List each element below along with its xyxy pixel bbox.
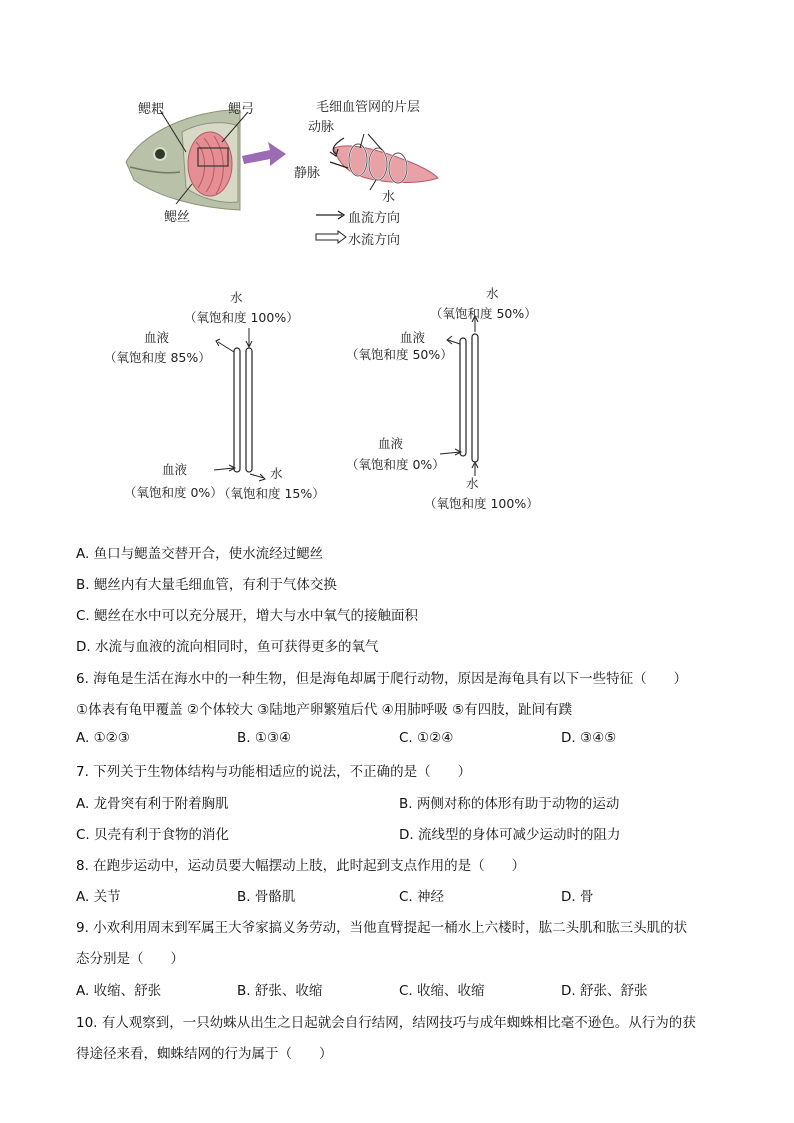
q9-stem-line-1: 9. 小欢利用周末到军属王大爷家搞义务劳动，当他直臂提起一桶水上六楼时，肱二头肌和肱三头肌的状: [76, 920, 688, 936]
q5-option-c[interactable]: C. 鳃丝在水中可以充分展开，增大与水中氧气的接触面积: [76, 608, 419, 624]
fish-gill-illustration: [120, 92, 460, 252]
legend-blood-direction: 血流方向: [348, 211, 401, 226]
q9-option-b[interactable]: B. 舒张、收缩: [237, 983, 323, 999]
label-gill-filament: 鳃丝: [164, 210, 191, 225]
left-water-bottom-saturation: （氧饱和度 15%）: [218, 486, 325, 501]
q5-option-a[interactable]: A. 鱼口与鳃盖交替开合，使水流经过鳃丝: [76, 546, 324, 562]
q8-stem: 8. 在跑步运动中，运动员要大幅摆动上肢，此时起到支点作用的是（ ）: [76, 858, 526, 874]
q6-stem: 6. 海龟是生活在海水中的一种生物，但是海龟却属于爬行动物，原因是海龟具有以下一些特征（ ）: [76, 671, 688, 687]
label-vein: 静脉: [294, 166, 321, 181]
q6-option-b[interactable]: B. ①③④: [237, 730, 292, 746]
q7-option-a[interactable]: A. 龙骨突有利于附着胸肌: [76, 796, 229, 812]
left-water-top-label: 水: [230, 290, 243, 305]
label-water: 水: [382, 190, 396, 205]
flow-diagram-right: [344, 282, 604, 514]
q6-option-c[interactable]: C. ①②④: [399, 730, 454, 746]
left-blood-top-label: 血液: [144, 330, 170, 345]
right-water-bottom-label: 水: [466, 476, 479, 491]
q9-stem-line-2: 态分别是（ ）: [76, 951, 184, 967]
right-blood-top-saturation: （氧饱和度 50%）: [346, 347, 453, 362]
q6-features: ①体表有龟甲覆盖 ②个体较大 ③陆地产卵繁殖后代 ④用肺呼吸 ⑤有四肢，趾间有蹼: [76, 702, 573, 718]
label-capillary-layer: 毛细血管网的片层: [316, 100, 421, 115]
q7-option-d[interactable]: D. 流线型的身体可减少运动时的阻力: [399, 827, 621, 843]
q7-stem: 7. 下列关于生物体结构与功能相适应的说法，不正确的是（ ）: [76, 764, 472, 780]
left-blood-bottom-saturation: （氧饱和度 0%）: [124, 485, 223, 500]
q7-option-c[interactable]: C. 贝壳有利于食物的消化: [76, 827, 230, 843]
q10-stem-line-2: 得途径来看，蜘蛛结网的行为属于（ ）: [76, 1046, 333, 1062]
fish-eye-shape: [154, 148, 166, 160]
right-water-top-label: 水: [486, 286, 499, 301]
magnify-arrow-shape: [242, 142, 286, 166]
legend-water-direction: 水流方向: [348, 233, 401, 248]
q6-option-d[interactable]: D. ③④⑤: [561, 730, 617, 746]
left-water-bottom-label: 水: [270, 466, 283, 481]
right-blood-bottom-label: 血液: [378, 436, 404, 451]
label-gill-rakers: 鳃耙: [138, 102, 165, 117]
right-blood-bottom-saturation: （氧饱和度 0%）: [346, 457, 445, 472]
right-water-top-saturation: （氧饱和度 50%）: [430, 306, 537, 321]
fish-gill-figure: [120, 92, 460, 252]
q6-option-a[interactable]: A. ①②③: [76, 730, 130, 746]
q8-option-b[interactable]: B. 骨骼肌: [237, 889, 296, 905]
q8-option-a[interactable]: A. 关节: [76, 889, 121, 905]
left-water-top-saturation: （氧饱和度 100%）: [184, 310, 299, 325]
left-blood-top-saturation: （氧饱和度 85%）: [104, 350, 211, 365]
flow-diagram-left: [100, 284, 360, 514]
left-blood-bottom-label: 血液: [162, 462, 188, 477]
q7-option-b[interactable]: B. 两侧对称的体形有助于动物的运动: [399, 796, 620, 812]
right-blood-top-label: 血液: [400, 330, 426, 345]
label-artery: 动脉: [308, 120, 335, 135]
q9-option-d[interactable]: D. 舒张、舒张: [561, 983, 648, 999]
label-gill-arch: 鳃弓: [228, 102, 255, 117]
q5-option-b[interactable]: B. 鳃丝内有大量毛细血管，有利于气体交换: [76, 577, 337, 593]
q8-option-d[interactable]: D. 骨: [561, 889, 594, 905]
q9-option-a[interactable]: A. 收缩、舒张: [76, 983, 162, 999]
q8-option-c[interactable]: C. 神经: [399, 889, 445, 905]
right-water-bottom-saturation: （氧饱和度 100%）: [424, 496, 539, 511]
q10-stem-line-1: 10. 有人观察到，一只幼蛛从出生之日起就会自行结网，结网技巧与成年蜘蛛相比毫不逊色。从行为的获: [76, 1015, 696, 1031]
q5-option-d[interactable]: D. 水流与血液的流向相同时，鱼可获得更多的氧气: [76, 639, 379, 655]
q9-option-c[interactable]: C. 收缩、收缩: [399, 983, 485, 999]
